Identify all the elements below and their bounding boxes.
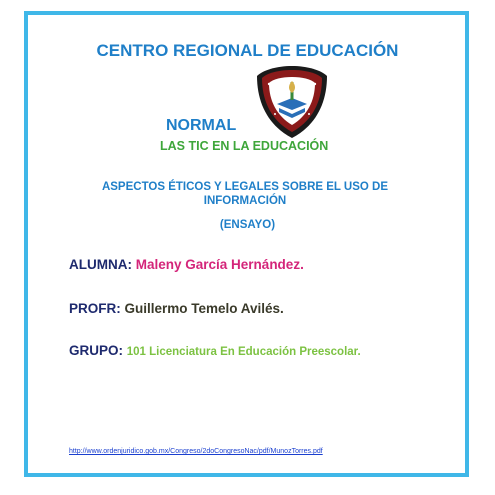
teacher-name: Guillermo Temelo Avilés. xyxy=(124,301,284,316)
student-label: ALUMNA: xyxy=(69,257,136,272)
teacher-label: PROFR: xyxy=(69,301,125,316)
group-row xyxy=(69,343,361,358)
group-label: GRUPO: xyxy=(69,343,127,358)
course-subject: LAS TIC EN LA EDUCACIÓN xyxy=(160,139,329,153)
group-value: 101 Licenciatura En Educación Preescolar. xyxy=(126,346,361,358)
student-row xyxy=(69,257,304,272)
page-border xyxy=(24,11,469,477)
student-name: Maleny García Hernández. xyxy=(135,257,304,272)
teacher-row xyxy=(69,301,284,316)
essay-type: (ENSAYO) xyxy=(219,219,276,231)
institution-subtitle: NORMAL xyxy=(166,117,237,134)
essay-title: ASPECTOS ÉTICOS Y LEGALES SOBRE EL USO DE INFORMACIÓN xyxy=(101,181,389,207)
reference-link[interactable]: http://www.ordenjuridico.gob.mx/Congreso/2doCongresoNac/pdf/MunozTorres.pdf xyxy=(69,448,323,455)
institution-seal-icon xyxy=(255,64,329,140)
institution-title: CENTRO REGIONAL DE EDUCACIÓN xyxy=(96,41,399,60)
